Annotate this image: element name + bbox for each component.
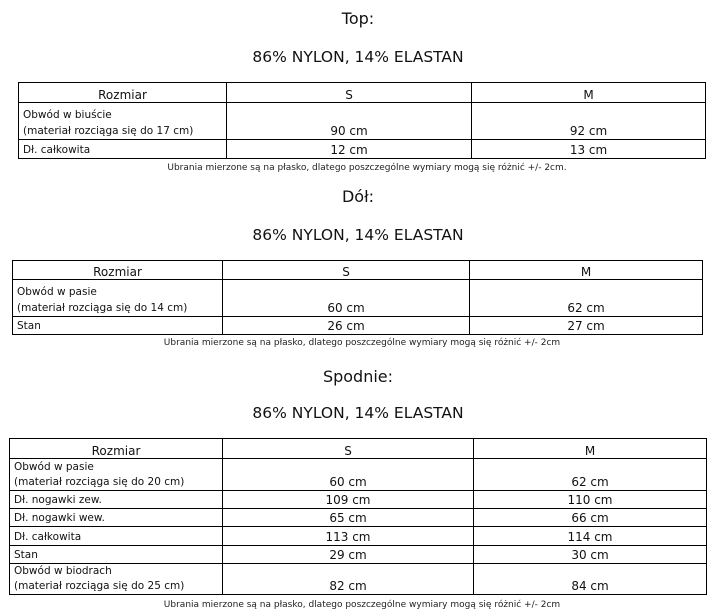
value-m: 114 cm [474,527,707,546]
row-label [19,103,227,140]
value-s: 65 cm [223,509,474,527]
column-header-m: M [474,439,707,459]
table-row [19,103,706,140]
table-row [10,564,707,595]
section-title-pants: Spodnie: [322,367,394,386]
table-row [19,140,706,159]
row-label-main: Obwód w biuście [23,109,112,121]
table-row [10,491,707,509]
size-table-bottom [12,260,703,335]
column-header-s: S [223,439,474,459]
section-title-top: Top: [341,9,375,28]
size-table-top [18,82,706,159]
value-m: 92 cm [472,103,706,140]
table-row [10,509,707,527]
row-label: Dł. całkowita [10,527,223,546]
row-label: Dł. całkowita [19,140,227,159]
value-m: 110 cm [474,491,707,509]
value-s: 60 cm [223,459,474,491]
value-m: 84 cm [474,564,707,595]
table-row [13,280,703,317]
column-header-s: S [227,83,472,103]
row-label-main: Obwód w pasie [17,286,97,298]
row-label-sub: (materiał rozciąga się do 14 cm) [17,302,188,314]
row-label [10,459,223,491]
row-label: Stan [10,546,223,564]
value-s: 109 cm [223,491,474,509]
material-bottom: 86% NYLON, 14% ELASTAN [252,226,464,244]
row-label-main: Obwód w pasie [14,461,94,473]
value-s: 29 cm [223,546,474,564]
row-label [10,564,223,595]
value-s: 90 cm [227,103,472,140]
value-m: 30 cm [474,546,707,564]
measurement-note: Ubrania mierzone są na płasko, dlatego poszczególne wymiary mogą się różnić +/- 2cm. [167,163,567,173]
value-s: 113 cm [223,527,474,546]
size-table-pants [9,438,707,595]
measurement-note: Ubrania mierzone są na płasko, dlatego poszczególne wymiary mogą się różnić +/- 2cm [163,600,561,610]
row-label: Dł. nogawki wew. [10,509,223,527]
column-header-m: M [470,261,703,280]
table-row [10,527,707,546]
column-header-size: Rozmiar [13,261,223,280]
column-header-size: Rozmiar [10,439,223,459]
table-header-row [19,83,706,103]
section-title-bottom: Dół: [341,187,375,206]
table-row [13,317,703,335]
column-header-m: M [472,83,706,103]
row-label-sub: (materiał rozciąga się do 17 cm) [23,125,194,137]
table-row [10,546,707,564]
row-label-main: Obwód w biodrach [14,565,112,577]
material-pants: 86% NYLON, 14% ELASTAN [252,404,464,422]
table-row [10,459,707,491]
row-label-sub: (materiał rozciąga się do 20 cm) [14,476,185,488]
row-label-sub: (materiał rozciąga się do 25 cm) [14,580,185,592]
row-label [13,280,223,317]
value-s: 12 cm [227,140,472,159]
value-s: 82 cm [223,564,474,595]
table-header-row [10,439,707,459]
value-m: 13 cm [472,140,706,159]
value-m: 62 cm [470,280,703,317]
row-label: Dł. nogawki zew. [10,491,223,509]
row-label: Stan [13,317,223,335]
value-m: 62 cm [474,459,707,491]
table-header-row [13,261,703,280]
column-header-size: Rozmiar [19,83,227,103]
column-header-s: S [223,261,470,280]
value-s: 26 cm [223,317,470,335]
measurement-note: Ubrania mierzone są na płasko, dlatego poszczególne wymiary mogą się różnić +/- 2cm [163,338,561,348]
material-top: 86% NYLON, 14% ELASTAN [252,48,464,66]
value-s: 60 cm [223,280,470,317]
value-m: 27 cm [470,317,703,335]
value-m: 66 cm [474,509,707,527]
